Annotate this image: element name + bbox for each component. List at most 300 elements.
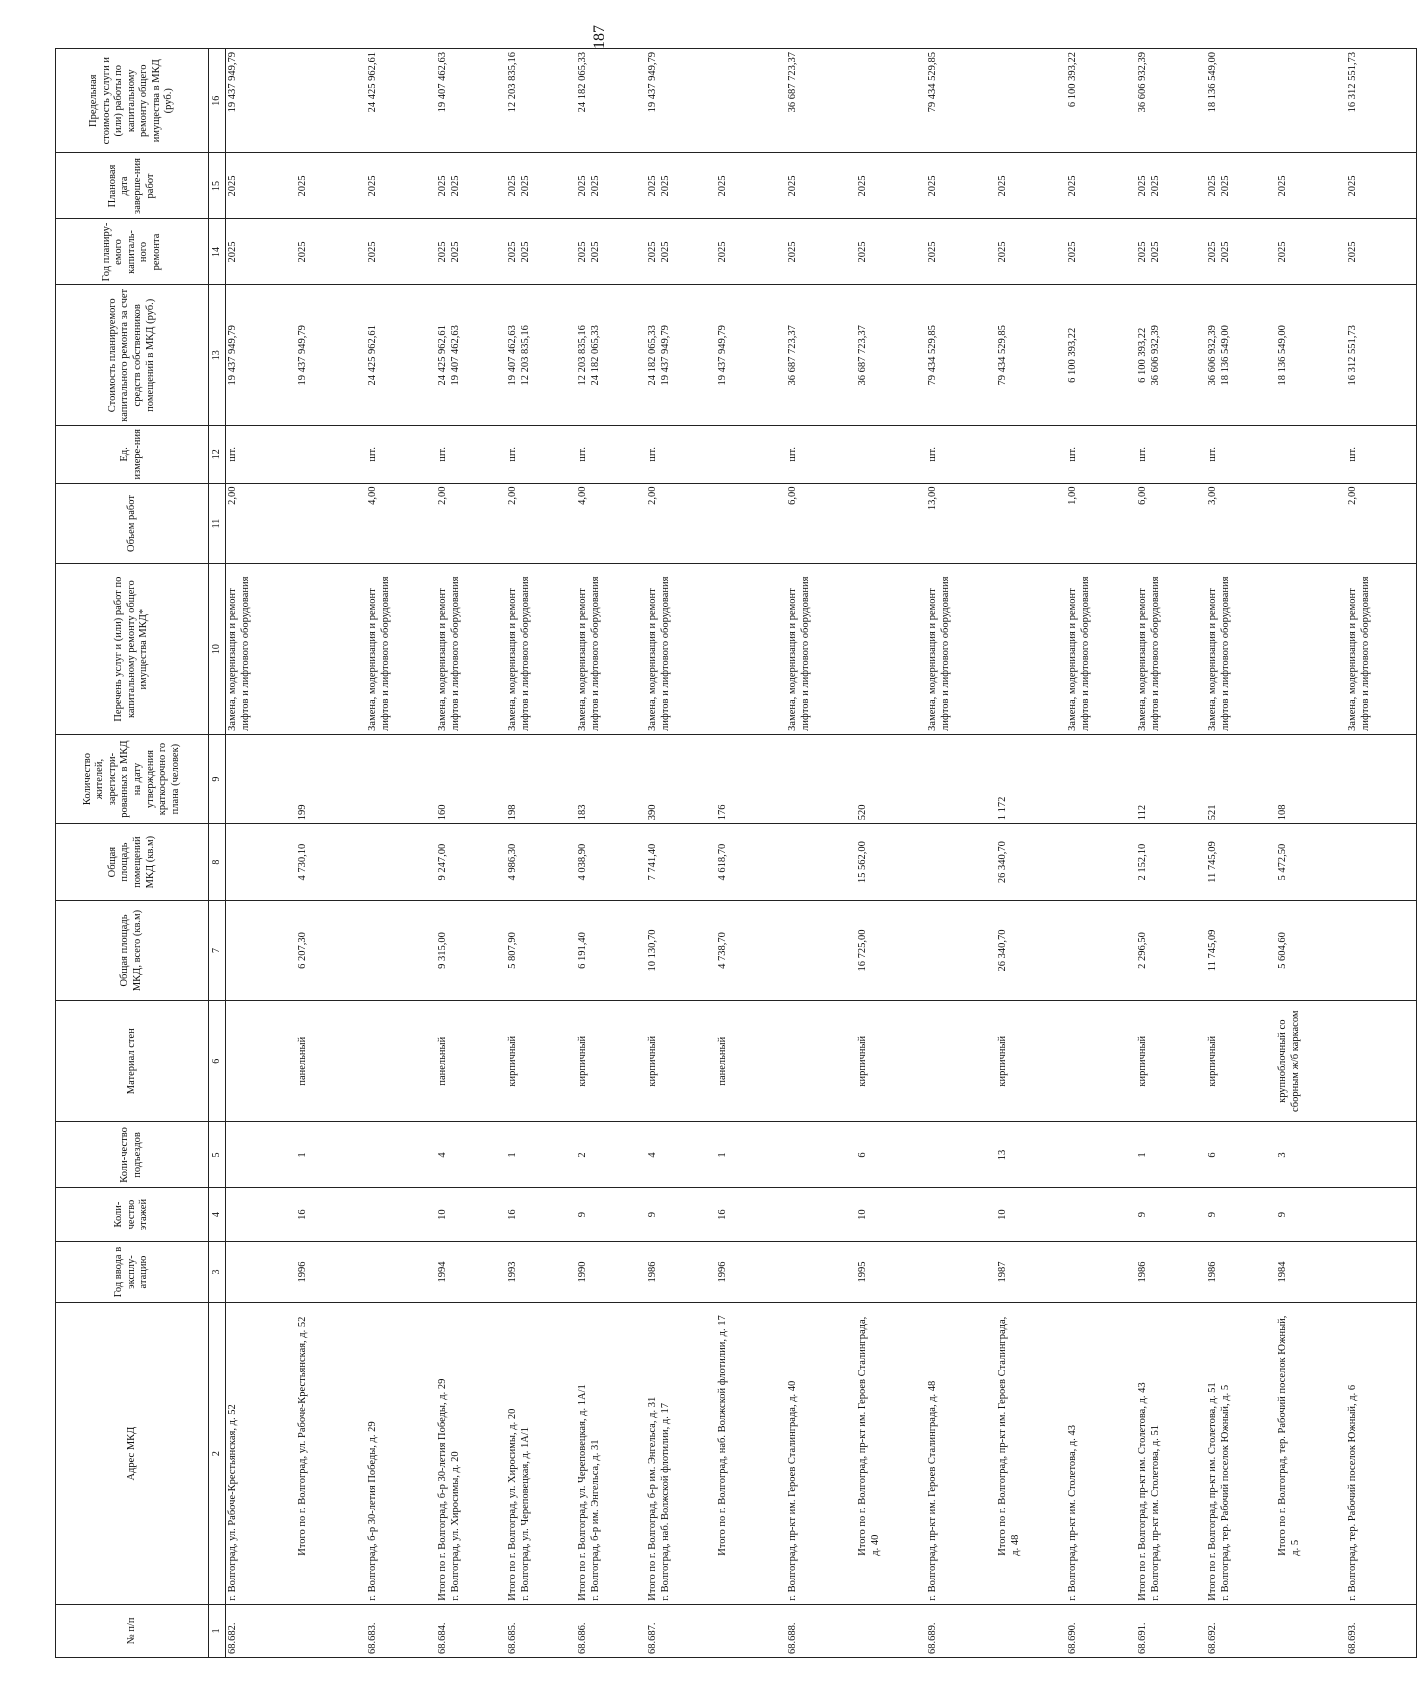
column-number: 2 xyxy=(209,1303,226,1604)
column-number: 14 xyxy=(209,219,226,285)
unit-cell: шт. xyxy=(786,426,856,484)
column-header: Ед. измере-ния xyxy=(56,426,209,484)
floors-cell: 9 xyxy=(1206,1188,1276,1241)
end-date-cell-line: 2025 xyxy=(1219,175,1231,197)
address-cell-line: Итого по г. Волгоград, б-р им. Энгельса, д. 31 xyxy=(647,1396,658,1601)
cost-cell-line: 24 182 065,33 xyxy=(647,325,658,386)
unit-cell: шт. xyxy=(1346,426,1417,484)
premises-area-cell: 11 745,09 xyxy=(1206,824,1276,901)
column-number: 6 xyxy=(209,1001,226,1122)
entrances-cell: 2 xyxy=(576,1122,646,1188)
column-header: Объем работ xyxy=(56,483,209,564)
works-cell: Замена, модернизация и ремонт лифтов и лифтового оборудования xyxy=(576,564,646,734)
total-area-cell xyxy=(1066,900,1136,1000)
volume-cell: 1,00 xyxy=(1066,483,1136,564)
premises-area-cell: 4 618,70 xyxy=(716,824,786,901)
table-row xyxy=(506,49,576,1658)
limit-cost-cell: 19 437 949,79 xyxy=(226,49,297,153)
repair-year-cell xyxy=(506,219,576,285)
address-cell-line: Итого по г. Волгоград, ул. Череповецкая, д. 1А/1 xyxy=(577,1384,588,1601)
header-row xyxy=(56,49,209,1658)
unit-cell: шт. xyxy=(576,426,646,484)
column-number: 1 xyxy=(209,1604,226,1657)
table-row xyxy=(296,49,366,1658)
address-cell: Итого по г. Волгоград, ул. Рабоче-Крестьянская, д. 52 xyxy=(296,1303,366,1604)
residents-cell: 199 xyxy=(296,734,366,823)
premises-area-cell: 4 730,10 xyxy=(296,824,366,901)
floors-cell: 10 xyxy=(856,1188,926,1241)
repair-year-cell: 2025 xyxy=(1066,219,1136,285)
column-header: Коли-чество подъездов xyxy=(56,1122,209,1188)
entrances-cell xyxy=(366,1122,436,1188)
cost-cell-line: 19 407 462,63 xyxy=(449,325,461,386)
repair-year-cell-line: 2025 xyxy=(507,241,518,263)
unit-cell xyxy=(296,426,366,484)
total-area-cell: 4 738,70 xyxy=(716,900,786,1000)
works-cell: Замена, модернизация и ремонт лифтов и лифтового оборудования xyxy=(1066,564,1136,734)
row-number: 68.693. xyxy=(1346,1604,1417,1657)
repair-year-cell: 2025 xyxy=(926,219,996,285)
end-date-cell-line: 2025 xyxy=(647,175,658,197)
cost-cell-line: 12 203 835,16 xyxy=(577,325,588,386)
total-area-cell: 6 207,30 xyxy=(296,900,366,1000)
wall-material-cell xyxy=(226,1001,297,1122)
address-cell xyxy=(576,1303,646,1604)
end-date-cell: 2025 xyxy=(1346,153,1417,219)
row-number: 68.687. xyxy=(646,1604,716,1657)
address-cell xyxy=(1136,1303,1206,1604)
row-number: 68.685. xyxy=(506,1604,576,1657)
end-date-cell xyxy=(506,153,576,219)
residents-cell xyxy=(226,734,297,823)
end-date-cell xyxy=(436,153,506,219)
repair-year-cell-line: 2025 xyxy=(519,241,531,263)
works-cell: Замена, модернизация и ремонт лифтов и лифтового оборудования xyxy=(436,564,506,734)
table-row xyxy=(1136,49,1206,1658)
repair-year-cell-line: 2025 xyxy=(647,241,658,263)
entrances-cell xyxy=(226,1122,297,1188)
volume-cell: 13,00 xyxy=(926,483,996,564)
works-cell: Замена, модернизация и ремонт лифтов и лифтового оборудования xyxy=(786,564,856,734)
works-cell: Замена, модернизация и ремонт лифтов и лифтового оборудования xyxy=(1206,564,1276,734)
end-date-cell-line: 2025 xyxy=(449,175,461,197)
volume-cell: 6,00 xyxy=(1136,483,1206,564)
works-cell xyxy=(716,564,786,734)
premises-area-cell: 9 247,00 xyxy=(436,824,506,901)
wall-material-cell: кирпичный xyxy=(1136,1001,1206,1122)
residents-cell: 176 xyxy=(716,734,786,823)
column-number: 4 xyxy=(209,1188,226,1241)
cost-cell: 79 434 529,85 xyxy=(926,285,996,426)
repair-year-cell-line: 2025 xyxy=(1219,241,1231,263)
cost-cell xyxy=(1136,285,1206,426)
volume-cell xyxy=(1276,483,1346,564)
wall-material-cell: крупноблочный со сборным ж/б каркасом xyxy=(1276,1001,1346,1122)
year-built-cell xyxy=(926,1241,996,1303)
end-date-cell: 2025 xyxy=(366,153,436,219)
cost-cell: 19 437 949,79 xyxy=(226,285,297,426)
volume-cell xyxy=(996,483,1066,564)
wall-material-cell: кирпичный xyxy=(646,1001,716,1122)
row-number: 68.688. xyxy=(786,1604,856,1657)
unit-cell xyxy=(856,426,926,484)
year-built-cell: 1995 xyxy=(856,1241,926,1303)
column-header: Перечень услуг и (или) работ по капитальному ремонту общего имущества МКД* xyxy=(56,564,209,734)
row-number: 68.684. xyxy=(436,1604,506,1657)
cost-cell-line: 36 606 932,39 xyxy=(1207,325,1218,386)
entrances-cell: 1 xyxy=(506,1122,576,1188)
address-cell-line: Итого по г. Волгоград, ул. Хиросимы, д. 20 xyxy=(507,1408,518,1601)
works-cell: Замена, модернизация и ремонт лифтов и лифтового оборудования xyxy=(506,564,576,734)
floors-cell xyxy=(1346,1188,1417,1241)
volume-cell: 2,00 xyxy=(436,483,506,564)
entrances-cell: 1 xyxy=(1136,1122,1206,1188)
cost-cell-line: 6 100 393,22 xyxy=(1137,327,1148,383)
end-date-cell-line: 2025 xyxy=(519,175,531,197)
unit-cell: шт. xyxy=(646,426,716,484)
unit-cell: шт. xyxy=(1066,426,1136,484)
total-area-cell: 11 745,09 xyxy=(1206,900,1276,1000)
entrances-cell xyxy=(1346,1122,1417,1188)
column-header: Плановая дата заверше-ния работ xyxy=(56,153,209,219)
column-number: 13 xyxy=(209,285,226,426)
table-row xyxy=(856,49,926,1658)
limit-cost-cell: 16 312 551,73 xyxy=(1346,49,1417,153)
end-date-cell-line: 2025 xyxy=(1137,175,1148,197)
premises-area-cell: 7 741,40 xyxy=(646,824,716,901)
cost-cell-line: 19 437 949,79 xyxy=(659,325,671,386)
repair-year-cell-line: 2025 xyxy=(1137,241,1148,263)
year-built-cell: 1994 xyxy=(436,1241,506,1303)
year-built-cell: 1996 xyxy=(296,1241,366,1303)
limit-cost-cell xyxy=(996,49,1066,153)
works-cell xyxy=(296,564,366,734)
premises-area-cell xyxy=(926,824,996,901)
row-number xyxy=(856,1604,926,1657)
column-number: 16 xyxy=(209,49,226,153)
end-date-cell-line: 2025 xyxy=(589,175,601,197)
address-cell: г. Волгоград, тер. Рабочий поселок Южный, д. 6 xyxy=(1346,1303,1417,1604)
limit-cost-cell: 24 425 962,61 xyxy=(366,49,436,153)
floors-cell: 16 xyxy=(296,1188,366,1241)
unit-cell: шт. xyxy=(926,426,996,484)
row-number: 68.691. xyxy=(1136,1604,1206,1657)
cost-cell: 16 312 551,73 xyxy=(1346,285,1417,426)
residents-cell xyxy=(926,734,996,823)
address-cell xyxy=(646,1303,716,1604)
year-built-cell xyxy=(1066,1241,1136,1303)
repair-year-cell: 2025 xyxy=(366,219,436,285)
residents-cell: 1 172 xyxy=(996,734,1066,823)
address-cell xyxy=(1206,1303,1276,1604)
volume-cell: 2,00 xyxy=(1346,483,1417,564)
address-cell: Итого по г. Волгоград, пр-кт им. Героев Сталинграда, д. 40 xyxy=(856,1303,926,1604)
column-header: Материал стен xyxy=(56,1001,209,1122)
works-cell: Замена, модернизация и ремонт лифтов и лифтового оборудования xyxy=(1346,564,1417,734)
address-cell xyxy=(436,1303,506,1604)
end-date-cell: 2025 xyxy=(856,153,926,219)
entrances-cell xyxy=(786,1122,856,1188)
entrances-cell: 3 xyxy=(1276,1122,1346,1188)
table-row xyxy=(646,49,716,1658)
wall-material-cell xyxy=(366,1001,436,1122)
volume-cell: 4,00 xyxy=(576,483,646,564)
repair-year-cell xyxy=(1206,219,1276,285)
address-cell-line: г. Волгоград, ул. Череповецкая, д. 1А/1 xyxy=(519,1426,531,1601)
cost-cell xyxy=(646,285,716,426)
works-cell: Замена, модернизация и ремонт лифтов и лифтового оборудования xyxy=(1136,564,1206,734)
floors-cell: 9 xyxy=(1276,1188,1346,1241)
floors-cell: 16 xyxy=(716,1188,786,1241)
residents-cell xyxy=(1066,734,1136,823)
limit-cost-cell xyxy=(296,49,366,153)
works-cell: Замена, модернизация и ремонт лифтов и лифтового оборудования xyxy=(366,564,436,734)
cost-cell-line: 36 606 932,39 xyxy=(1149,325,1161,386)
total-area-cell xyxy=(226,900,297,1000)
column-number: 9 xyxy=(209,734,226,823)
end-date-cell: 2025 xyxy=(716,153,786,219)
table-row xyxy=(1346,49,1417,1658)
repair-year-cell xyxy=(646,219,716,285)
unit-cell: шт. xyxy=(1206,426,1276,484)
wall-material-cell: кирпичный xyxy=(996,1001,1066,1122)
cost-cell-line: 24 425 962,61 xyxy=(437,325,448,386)
row-number: 68.683. xyxy=(366,1604,436,1657)
year-built-cell: 1986 xyxy=(1136,1241,1206,1303)
total-area-cell: 5 604,60 xyxy=(1276,900,1346,1000)
limit-cost-cell: 79 434 529,85 xyxy=(926,49,996,153)
residents-cell: 183 xyxy=(576,734,646,823)
limit-cost-cell xyxy=(716,49,786,153)
residents-cell: 112 xyxy=(1136,734,1206,823)
cost-cell xyxy=(1206,285,1276,426)
cost-cell: 18 136 549,00 xyxy=(1276,285,1346,426)
wall-material-cell: панельный xyxy=(436,1001,506,1122)
total-area-cell xyxy=(926,900,996,1000)
address-cell: г. Волгоград, пр-кт им. Столетова, д. 43 xyxy=(1066,1303,1136,1604)
end-date-cell: 2025 xyxy=(786,153,856,219)
repair-year-cell xyxy=(1136,219,1206,285)
residents-cell xyxy=(786,734,856,823)
column-number: 11 xyxy=(209,483,226,564)
repair-year-cell: 2025 xyxy=(856,219,926,285)
row-number xyxy=(1276,1604,1346,1657)
unit-cell xyxy=(1276,426,1346,484)
repair-year-cell: 2025 xyxy=(226,219,297,285)
table-row xyxy=(996,49,1066,1658)
floors-cell: 9 xyxy=(576,1188,646,1241)
works-cell: Замена, модернизация и ремонт лифтов и лифтового оборудования xyxy=(926,564,996,734)
column-header: Коли-чество этажей xyxy=(56,1188,209,1241)
column-header: Год планиру-емого капиталь-ного ремонта xyxy=(56,219,209,285)
premises-area-cell: 4 986,30 xyxy=(506,824,576,901)
year-built-cell xyxy=(786,1241,856,1303)
total-area-cell xyxy=(786,900,856,1000)
end-date-cell: 2025 xyxy=(926,153,996,219)
unit-cell: шт. xyxy=(1136,426,1206,484)
works-cell: Замена, модернизация и ремонт лифтов и лифтового оборудования xyxy=(226,564,297,734)
column-header: Адрес МКД xyxy=(56,1303,209,1604)
address-cell-line: г. Волгоград, б-р им. Энгельса, д. 31 xyxy=(589,1439,601,1601)
address-cell: г. Волгоград, б-р 30-летия Победы, д. 29 xyxy=(366,1303,436,1604)
volume-cell: 3,00 xyxy=(1206,483,1276,564)
unit-cell xyxy=(996,426,1066,484)
capital-repair-table xyxy=(55,48,1417,1658)
volume-cell: 2,00 xyxy=(646,483,716,564)
column-header: Общая площадь МКД, всего (кв.м) xyxy=(56,900,209,1000)
row-number: 68.690. xyxy=(1066,1604,1136,1657)
cost-cell-line: 24 182 065,33 xyxy=(589,325,601,386)
address-cell: Итого по г. Волгоград, тер. Рабочий поселок Южный, д. 5 xyxy=(1276,1303,1346,1604)
repair-year-cell: 2025 xyxy=(1276,219,1346,285)
address-cell: Итого по г. Волгоград, пр-кт им. Героев Сталинграда, д. 48 xyxy=(996,1303,1066,1604)
volume-cell xyxy=(296,483,366,564)
column-header: Год ввода в эксплу-атацию xyxy=(56,1241,209,1303)
works-cell: Замена, модернизация и ремонт лифтов и лифтового оборудования xyxy=(646,564,716,734)
row-number: 68.682. xyxy=(226,1604,297,1657)
address-cell-line: г. Волгоград, пр-кт им. Столетова, д. 51 xyxy=(1149,1425,1161,1601)
repair-year-cell-line: 2025 xyxy=(437,241,448,263)
residents-cell: 160 xyxy=(436,734,506,823)
total-area-cell: 2 296,50 xyxy=(1136,900,1206,1000)
residents-cell: 198 xyxy=(506,734,576,823)
total-area-cell: 16 725,00 xyxy=(856,900,926,1000)
repair-year-cell-line: 2025 xyxy=(449,241,461,263)
table-row xyxy=(436,49,506,1658)
row-number xyxy=(716,1604,786,1657)
column-number: 12 xyxy=(209,426,226,484)
cost-cell: 24 425 962,61 xyxy=(366,285,436,426)
end-date-cell-line: 2025 xyxy=(577,175,588,197)
repair-year-cell-line: 2025 xyxy=(577,241,588,263)
year-built-cell xyxy=(1346,1241,1417,1303)
premises-area-cell: 5 472,50 xyxy=(1276,824,1346,901)
floors-cell: 10 xyxy=(436,1188,506,1241)
cost-cell: 19 437 949,79 xyxy=(296,285,366,426)
floors-cell: 10 xyxy=(996,1188,1066,1241)
row-number: 68.692. xyxy=(1206,1604,1276,1657)
cost-cell: 36 687 723,37 xyxy=(786,285,856,426)
end-date-cell xyxy=(646,153,716,219)
end-date-cell: 2025 xyxy=(226,153,297,219)
column-header: Количество жителей, зарегистри-рованных в МКД на дату утверждения краткосрочно го плана (человек) xyxy=(56,734,209,823)
unit-cell: шт. xyxy=(366,426,436,484)
repair-year-cell-line: 2025 xyxy=(659,241,671,263)
cost-cell xyxy=(436,285,506,426)
table-row xyxy=(576,49,646,1658)
cost-cell: 79 434 529,85 xyxy=(996,285,1066,426)
row-number: 68.689. xyxy=(926,1604,996,1657)
total-area-cell: 26 340,70 xyxy=(996,900,1066,1000)
total-area-cell: 5 807,90 xyxy=(506,900,576,1000)
limit-cost-cell: 19 437 949,79 xyxy=(646,49,716,153)
table-row xyxy=(1276,49,1346,1658)
page-number-text: 187 xyxy=(591,25,608,49)
premises-area-cell xyxy=(1066,824,1136,901)
table-row xyxy=(926,49,996,1658)
floors-cell: 9 xyxy=(646,1188,716,1241)
wall-material-cell xyxy=(1346,1001,1417,1122)
premises-area-cell xyxy=(786,824,856,901)
column-number-row xyxy=(209,49,226,1658)
end-date-cell: 2025 xyxy=(1066,153,1136,219)
limit-cost-cell: 6 100 393,22 xyxy=(1066,49,1136,153)
limit-cost-cell xyxy=(856,49,926,153)
table-row xyxy=(226,49,297,1658)
table-row xyxy=(716,49,786,1658)
premises-area-cell xyxy=(366,824,436,901)
works-cell xyxy=(996,564,1066,734)
year-built-cell: 1986 xyxy=(1206,1241,1276,1303)
premises-area-cell: 4 038,90 xyxy=(576,824,646,901)
end-date-cell: 2025 xyxy=(996,153,1066,219)
cost-cell-line: 19 407 462,63 xyxy=(507,325,518,386)
year-built-cell: 1984 xyxy=(1276,1241,1346,1303)
premises-area-cell: 2 152,10 xyxy=(1136,824,1206,901)
volume-cell xyxy=(856,483,926,564)
entrances-cell: 6 xyxy=(1206,1122,1276,1188)
column-header: Стоимость планируемого капитального ремонта за счет средств собственников помещений в МКД (руб.) xyxy=(56,285,209,426)
repair-year-cell xyxy=(436,219,506,285)
premises-area-cell xyxy=(1346,824,1417,901)
end-date-cell-line: 2025 xyxy=(437,175,448,197)
cost-cell-line: 12 203 835,16 xyxy=(519,325,531,386)
limit-cost-cell: 18 136 549,00 xyxy=(1206,49,1276,153)
end-date-cell xyxy=(1206,153,1276,219)
column-number: 5 xyxy=(209,1122,226,1188)
table-body xyxy=(226,49,1417,1658)
entrances-cell: 6 xyxy=(856,1122,926,1188)
cost-cell xyxy=(576,285,646,426)
floors-cell: 16 xyxy=(506,1188,576,1241)
entrances-cell: 13 xyxy=(996,1122,1066,1188)
residents-cell xyxy=(366,734,436,823)
repair-year-cell-line: 2025 xyxy=(1207,241,1218,263)
table-row xyxy=(366,49,436,1658)
end-date-cell-line: 2025 xyxy=(1207,175,1218,197)
works-cell xyxy=(856,564,926,734)
wall-material-cell: кирпичный xyxy=(1206,1001,1276,1122)
repair-year-cell: 2025 xyxy=(716,219,786,285)
floors-cell: 9 xyxy=(1136,1188,1206,1241)
repair-year-cell: 2025 xyxy=(996,219,1066,285)
table-row xyxy=(1066,49,1136,1658)
wall-material-cell xyxy=(926,1001,996,1122)
end-date-cell xyxy=(1136,153,1206,219)
total-area-cell xyxy=(366,900,436,1000)
volume-cell: 6,00 xyxy=(786,483,856,564)
limit-cost-cell: 36 606 932,39 xyxy=(1136,49,1206,153)
cost-cell: 6 100 393,22 xyxy=(1066,285,1136,426)
unit-cell: шт. xyxy=(226,426,297,484)
address-cell: г. Волгоград, пр-кт им. Героев Сталинграда, д. 48 xyxy=(926,1303,996,1604)
total-area-cell: 6 191,40 xyxy=(576,900,646,1000)
repair-year-cell-line: 2025 xyxy=(1149,241,1161,263)
row-number xyxy=(996,1604,1066,1657)
table-row xyxy=(786,49,856,1658)
address-cell-line: Итого по г. Волгоград, б-р 30-летия Победы, д. 29 xyxy=(437,1378,448,1601)
end-date-cell-line: 2025 xyxy=(659,175,671,197)
column-number: 10 xyxy=(209,564,226,734)
entrances-cell xyxy=(926,1122,996,1188)
volume-cell xyxy=(716,483,786,564)
total-area-cell xyxy=(1346,900,1417,1000)
column-number: 7 xyxy=(209,900,226,1000)
wall-material-cell: панельный xyxy=(296,1001,366,1122)
address-cell: Итого по г. Волгоград, наб. Волжской флотилии, д. 17 xyxy=(716,1303,786,1604)
premises-area-cell: 26 340,70 xyxy=(996,824,1066,901)
cost-cell: 19 437 949,79 xyxy=(716,285,786,426)
